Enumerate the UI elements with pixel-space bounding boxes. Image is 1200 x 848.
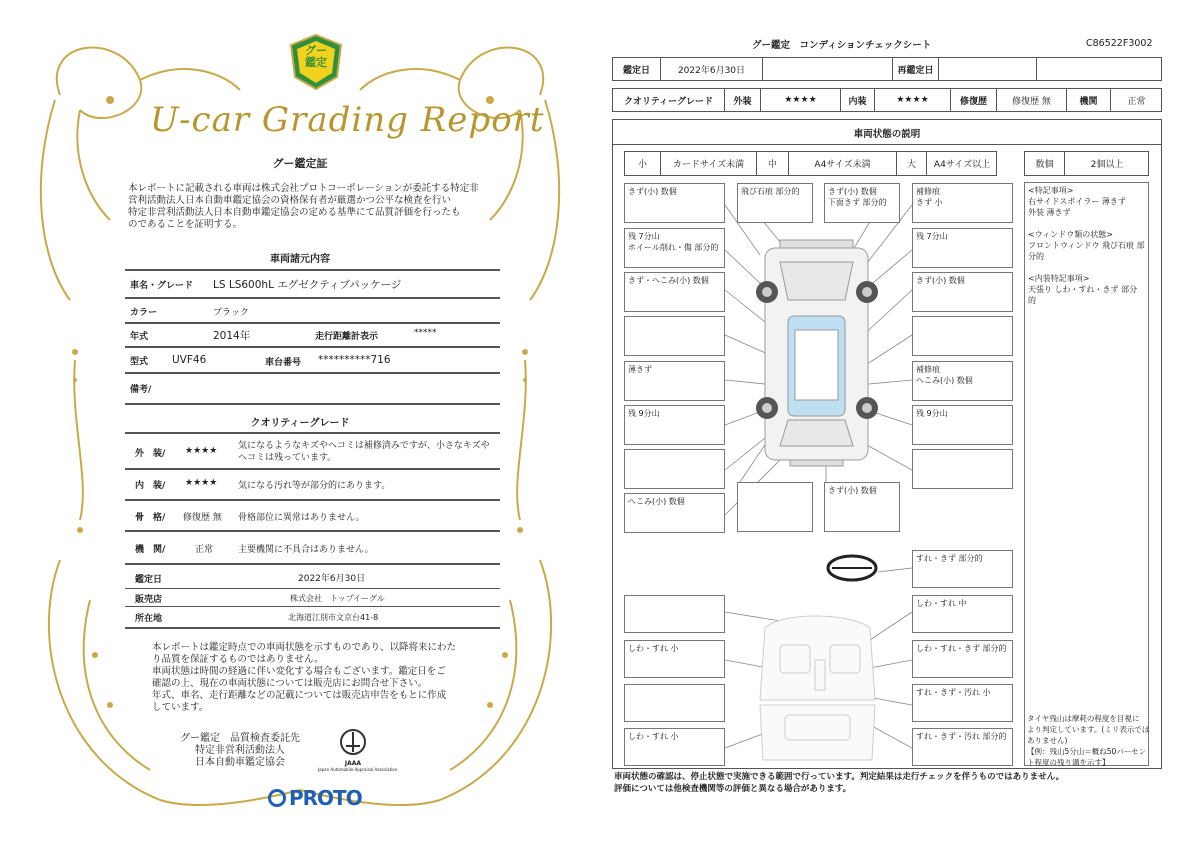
interior-box: すれ・きず・汚れ 部分的 — [912, 728, 1013, 766]
condition-box: 薄きず — [624, 361, 725, 401]
ext-stars: ★★★★ — [761, 89, 841, 111]
condition-box — [624, 316, 725, 356]
count-label: 数個 — [1025, 152, 1065, 175]
footer-organization: グー鑑定 品質検査委託先 特定非営利活動法人 日本自動車鑑定協会 — [180, 733, 300, 768]
condition-box: きず(小) 数個 下面きず 部分的 — [824, 183, 900, 223]
address-label: 所在地 — [135, 614, 163, 624]
interior-box — [624, 684, 725, 722]
exterior-label: 外 装/ — [135, 449, 166, 459]
condition-check-sheet — [600, 0, 1200, 848]
condition-box — [912, 316, 1013, 356]
interior-box: しわ・すれ 中 — [912, 595, 1013, 633]
repair-label: 修復歴 — [951, 89, 997, 111]
legend-large: 大 — [897, 152, 927, 175]
proto-logo: PROTO — [268, 786, 362, 810]
condition-box: 残 7分山 ホイール削れ・傷 部分的 — [624, 228, 725, 268]
interior-box: すれ・きず 部分的 — [912, 550, 1013, 588]
ext-label: 外装 — [725, 89, 761, 111]
divider — [125, 499, 500, 501]
condition-box: 残 7分山 — [912, 228, 1013, 268]
quality-title: クオリティーグレード — [250, 418, 350, 429]
divider — [125, 432, 500, 434]
interior-box: しわ・すれ 小 — [624, 640, 725, 678]
date-label: 鑑定日 — [613, 58, 661, 80]
model-value: UVF46 — [172, 354, 207, 366]
interior-box: すれ・きず・汚れ 小 — [912, 684, 1013, 722]
frame-value: 修復歴 無 — [183, 513, 222, 523]
mileage-value: ***** — [414, 328, 437, 338]
note-label: 備考/ — [130, 385, 152, 395]
date-value: 2022年6月30日 — [661, 58, 763, 80]
section-title: 車両状態の説明 — [853, 129, 921, 140]
condition-box: 残 9分山 — [624, 405, 725, 445]
dealer-label: 販売店 — [135, 595, 163, 605]
divider — [125, 627, 500, 629]
qg-label: クオリティーグレード — [613, 89, 725, 111]
jaaa-emblem-icon — [338, 728, 368, 756]
chassis-value: **********716 — [318, 354, 391, 366]
exterior-stars: ★★★★ — [185, 446, 218, 456]
int-label: 内装 — [841, 89, 875, 111]
condition-box — [737, 482, 813, 532]
date-value: 2022年6月30日 — [298, 574, 366, 584]
color-value: ブラック — [213, 308, 249, 318]
condition-box — [624, 449, 725, 489]
address-value: 北海道江別市文京台41-8 — [288, 613, 379, 622]
divider — [125, 606, 500, 607]
date-label: 鑑定日 — [135, 575, 163, 585]
condition-box: 補修痕 きず 小 — [912, 183, 1013, 223]
jaaa-logo: JAAA Japan Automobile Appraisal Association — [318, 728, 388, 778]
year-label: 年式 — [130, 332, 149, 342]
condition-box: きず・へこみ(小) 数個 — [624, 272, 725, 312]
engine-label: 機関 — [1067, 89, 1111, 111]
divider — [125, 269, 500, 271]
divider — [125, 297, 500, 299]
int-stars: ★★★★ — [875, 89, 951, 111]
divider — [125, 403, 500, 405]
year-value: 2014年 — [213, 330, 251, 342]
document-id: C86522F3002 — [1086, 38, 1153, 49]
condition-box: へこみ(小) 数個 — [624, 493, 725, 533]
car-interior-view — [760, 616, 875, 760]
mileage-label: 走行距離計表示 — [315, 332, 379, 342]
name-value: LS LS600hL エグゼクティブパッケージ — [213, 279, 402, 291]
certificate-title: グー鑑定証 — [272, 157, 328, 170]
goo-kantei-logo — [287, 33, 345, 91]
disclaimer-text: 本レポートは鑑定時点での車両状態を示すものであり、以降将来にわた り品質を保証するものではありません。 車両状態は時間の経過に伴い変化する場合もございます。鑑定日をご 確認の上、現在の車両状態については販売店にお問合せ下さい。 年式、車名、走行距離などの記載については販売店申告をもとに作成 しています。 — [152, 642, 457, 713]
count-value: 2個以上 — [1090, 160, 1124, 170]
script-title: U-car Grading Report — [150, 100, 545, 140]
intro-text: 本レポートに記載される車両は株式会社プロトコーポレーションが委託する特定非 営利活動法人日本自動車鑑定協会の資格保有者が厳選かつ公平な検査を行い 特定非営利活動法人日本自動車鑑定協会の定める基準にて品質評価を行ったも のであることを証明する。 — [128, 183, 479, 230]
condition-box — [912, 449, 1013, 489]
legend-medium: 中 — [757, 152, 789, 175]
interior-stars: ★★★★ — [185, 478, 218, 488]
engine-label: 機 関/ — [135, 545, 166, 555]
sheet-footer: 車両状態の確認は、停止状態で実施できる範囲で行っています。判定結果は走行チェックを伴うものではありません。 評価については他検査機関等の評価と異なる場合があります。 — [614, 772, 1065, 794]
redate-label: 再鑑定日 — [893, 58, 939, 80]
condition-box: 飛び石痕 部分的 — [737, 183, 813, 223]
model-label: 型式 — [130, 357, 149, 367]
engine-value: 正常 — [1127, 96, 1146, 107]
legend-small-desc: カードサイズ未満 — [661, 152, 757, 175]
legend-small: 小 — [625, 152, 661, 175]
exterior-comment: 気になるようなキズやヘコミは補修済みですが、小さなキズや ヘコミは残っています。 — [238, 441, 490, 463]
chassis-label: 車台番号 — [265, 358, 302, 368]
legend-large-desc: A4サイズ以上 — [933, 160, 991, 170]
tire-note: タイヤ残山は摩耗の程度を目視に より判定しています。(ミリ表示では ありません) 【例：残山5分山＝概ね50パーセン ト程度の残り溝を示す】 — [1027, 714, 1150, 767]
divider — [125, 468, 500, 470]
dealer-value: 株式会社 トップイーグル — [290, 594, 385, 603]
condition-box: きず(小) 数個 — [824, 482, 900, 532]
notes-panel: <特記事項> 右サイドスポイラー 薄きず 外装 薄きず <ウィンドウ類の状態> フロントウィンドウ 飛び石痕 部分的 <内装特記事項> 天張り しわ・すれ・きず 部分的 — [1024, 182, 1149, 766]
condition-box: きず(小) 数個 — [912, 272, 1013, 312]
interior-box — [624, 595, 725, 633]
divider — [125, 322, 500, 324]
legend-medium-desc: A4サイズ未満 — [789, 152, 897, 175]
divider — [125, 372, 500, 374]
proto-mark-icon — [268, 789, 286, 807]
divider — [125, 563, 500, 565]
divider — [125, 346, 500, 348]
interior-label: 内 装/ — [135, 481, 166, 491]
divider — [125, 530, 500, 532]
divider — [125, 588, 500, 589]
color-label: カラー — [130, 308, 158, 318]
engine-value: 正常 — [195, 545, 214, 555]
name-label: 車名・グレード — [130, 281, 194, 291]
condition-box: 補修痕 へこみ(小) 数個 — [912, 361, 1013, 401]
interior-box: しわ・すれ 小 — [624, 728, 725, 766]
engine-comment: 主要機関に不具合はありません。 — [238, 545, 374, 555]
condition-box: 残 9分山 — [912, 405, 1013, 445]
interior-comment: 気になる汚れ等が部分的にあります。 — [238, 481, 391, 491]
condition-box: きず(小) 数個 — [624, 183, 725, 223]
repair-value: 修復歴 無 — [997, 89, 1067, 111]
steering-wheel-icon — [828, 556, 876, 580]
frame-comment: 骨格部位に異常はありません。 — [238, 513, 365, 523]
car-top-view — [765, 240, 868, 466]
interior-box: しわ・すれ・きず 部分的 — [912, 640, 1013, 678]
frame-label: 骨 格/ — [135, 513, 166, 523]
specs-title: 車両諸元内容 — [270, 254, 330, 265]
sheet-title: グー鑑定 コンディションチェックシート — [752, 40, 932, 51]
logo-text: グー 鑑定 — [305, 44, 327, 69]
